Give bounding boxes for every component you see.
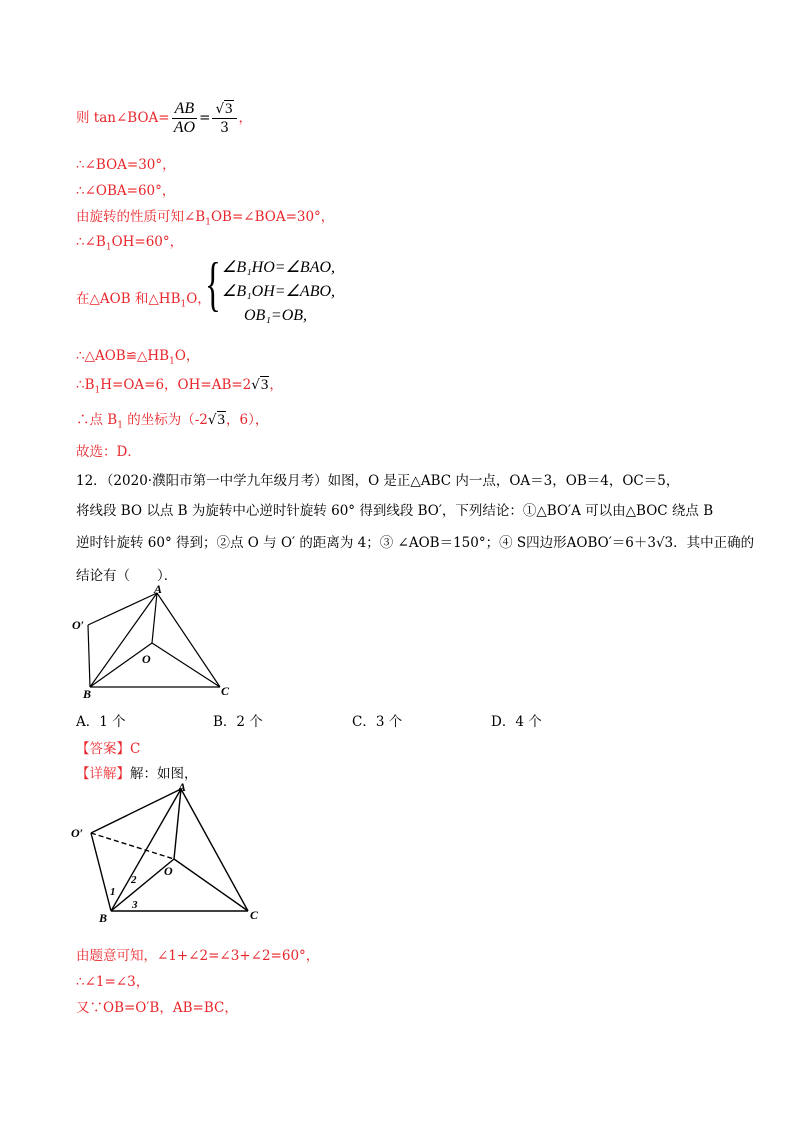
angle-label-2: 2 [131, 874, 137, 886]
segment-BO-prime [91, 833, 111, 911]
line5-sub: 1 [105, 242, 112, 253]
line7-a: ∴△AOB≌△HB [76, 348, 170, 364]
label-O-prime: O′ [72, 618, 85, 632]
line7-sub: 1 [169, 356, 175, 367]
solution-line-8 [76, 373, 283, 396]
option-c[interactable]: C．3 个 [352, 714, 403, 730]
tan-denominator: AO [173, 119, 196, 136]
detail-label: 【详解】 [76, 766, 130, 782]
segment-O-prime-O-dashed [91, 833, 174, 859]
line6-a: 在△AOB 和△HB [76, 291, 181, 307]
line5-a: ∴∠B [76, 234, 106, 250]
question-line-1: 12．（2020·濮阳市第一中学九年级月考）如图，O 是正△ABC 内一点，OA＝3，OB＝4，OC＝5， [76, 473, 680, 489]
sqrt-symbol: √3 [251, 377, 269, 393]
detail-text: 解：如图， [130, 766, 198, 782]
tan-numerator: AB [172, 100, 198, 119]
system-eq-2: ∠B₁OH=∠ABO, [222, 283, 336, 300]
answer-label: 【答案】 [76, 741, 130, 757]
tan-prefix: 则 tan∠BOA= [76, 110, 170, 126]
solution-line-7 [76, 344, 199, 367]
system-eq-1: ∠B₁HO=∠BAO, [222, 259, 336, 276]
line8-b: H=OA=6，OH=AB=2 [100, 377, 252, 393]
option-b[interactable]: B．2 个 [213, 714, 263, 730]
option-d[interactable]: D．4 个 [491, 714, 542, 730]
line8-c: ， [269, 377, 283, 393]
line4-a: 由旋转的性质可知∠B [76, 209, 206, 225]
segment-AO-prime [88, 593, 157, 625]
angle-label-1: 1 [110, 886, 116, 898]
tan-line [76, 100, 252, 137]
sqrt-symbol: √3 [215, 101, 233, 117]
tan-value-denominator: 3 [220, 120, 229, 136]
sqrt-radicand: 3 [225, 101, 233, 117]
line9-a: ∴点 B [76, 412, 118, 428]
tan-fraction [172, 100, 198, 137]
label-B: B [99, 911, 108, 925]
label-C: C [221, 684, 230, 698]
label-O-prime: O′ [71, 826, 84, 840]
label-O: O [164, 864, 173, 878]
line4-sub: 1 [205, 217, 211, 228]
option-a[interactable]: A．1 个 [76, 714, 126, 730]
segment-AB [90, 593, 157, 687]
segment-CO [152, 643, 220, 687]
question-figure [70, 583, 250, 703]
solution-line-9 [76, 408, 268, 431]
solution-line-6 [76, 287, 211, 310]
sqrt-symbol: √3 [207, 412, 226, 428]
label-B: B [83, 687, 92, 701]
angle-label-3: 3 [132, 899, 138, 911]
segment-AO-prime [91, 789, 181, 833]
segment-CO [174, 859, 248, 911]
tan-value [212, 100, 236, 137]
detail-figure [68, 777, 273, 927]
solution-line-2: ∴∠BOA=30°， [76, 157, 176, 173]
question-line-3: 逆时针旋转 60° 得到；②点 O 与 O′ 的距离为 4；③ ∠AOB＝150°；④ S四边形AOBO′＝6＋3√3．其中正确的 [76, 535, 755, 551]
solution-line-10: 故选：D． [76, 444, 141, 460]
solution-next-line-3: 又∵OB=O′B，AB=BC， [76, 1000, 238, 1016]
tan-suffix: ， [238, 110, 253, 126]
segment-AC [157, 593, 220, 687]
segment-AO [152, 593, 157, 643]
tan-equals: = [199, 110, 211, 126]
line4-b: OB=∠BOA=30°， [210, 209, 335, 225]
line5-b: OH=60°， [111, 234, 184, 250]
line9-radicand: 3 [217, 412, 226, 428]
answer-value: C [130, 741, 141, 757]
label-A: A [178, 780, 187, 794]
solution-next-line-1: 由题意可知，∠1+∠2=∠3+∠2=60°， [76, 948, 320, 964]
label-C: C [250, 908, 259, 922]
line9-c: ，6）， [226, 412, 269, 428]
system-eq-3: OB₁=OB, [244, 307, 308, 324]
solution-next-line-2: ∴∠1=∠3， [76, 974, 150, 990]
line8-a: ∴B [76, 377, 95, 393]
line8-radicand: 3 [260, 377, 269, 393]
line6-sub: 1 [180, 299, 187, 310]
question-line-2: 将线段 BO 以点 B 为旋转中心逆时针旋转 60° 得到线段 BO′，下列结论：①△BO′A 可以由△BOC 绕点 B [76, 503, 714, 519]
solution-line-3: ∴∠OBA=60°， [76, 183, 176, 199]
answer-line [76, 737, 140, 757]
equation-system [222, 256, 335, 328]
system-brace: { [205, 251, 221, 317]
line7-b: O， [174, 348, 200, 364]
line9-sub: 1 [117, 420, 123, 431]
line9-b: 的坐标为（-2 [122, 412, 208, 428]
line8-sub: 1 [94, 385, 101, 396]
question-line-4: 结论有（ ）． [76, 568, 178, 584]
line6-b: O， [186, 291, 211, 307]
label-O: O [142, 652, 151, 666]
solution-line-4 [76, 205, 334, 228]
segment-AC [181, 789, 248, 911]
label-A: A [154, 583, 163, 596]
solution-line-5 [76, 230, 183, 253]
segment-BO-prime [88, 625, 90, 687]
